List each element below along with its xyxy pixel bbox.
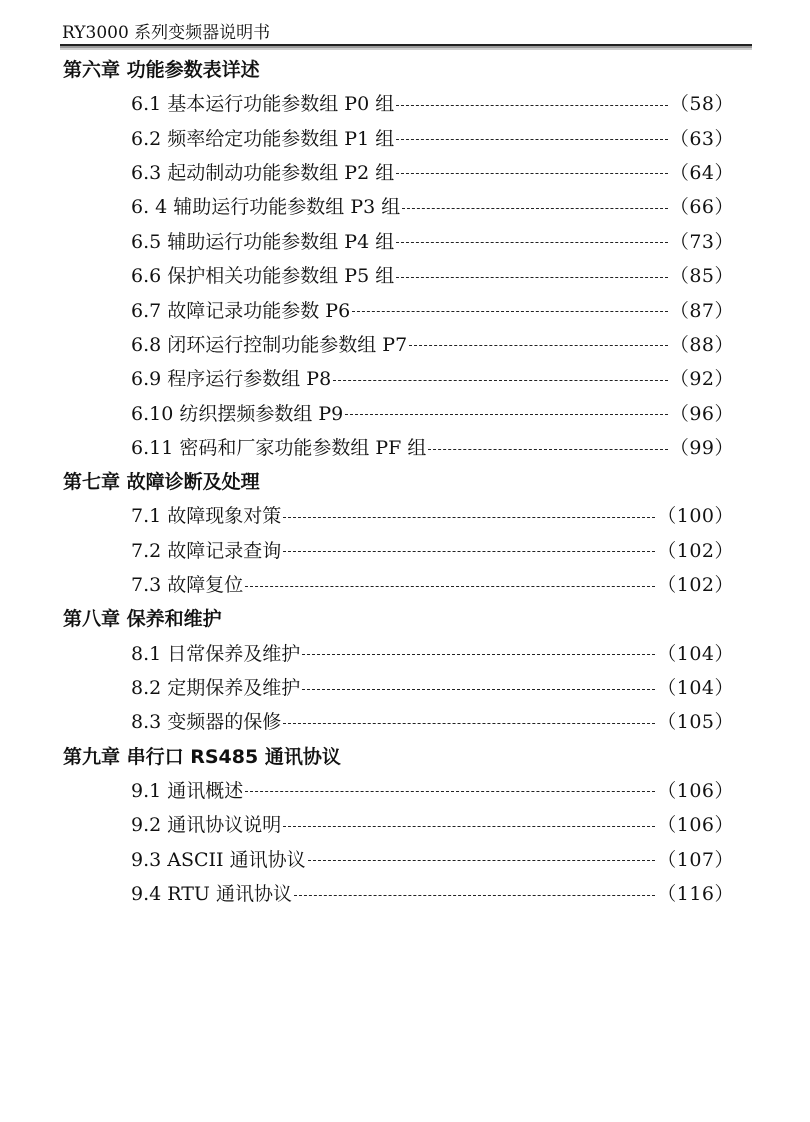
toc-entry[interactable] [131,87,734,121]
toc-entry-label: 9.3 ASCII 通讯协议 [131,848,306,871]
toc-entry[interactable] [131,259,734,293]
dash-leader [283,826,655,827]
dash-leader [294,895,655,896]
chapter-heading: 第九章 串行口 RS485 通讯协议 [63,745,341,768]
header-rule [60,44,752,46]
toc-entry-label: 6.9 程序运行参数组 P8 [131,368,332,391]
toc-entry-label: 9.1 通讯概述 [131,779,244,802]
toc-entry[interactable] [131,877,734,911]
toc-entry-label: 7.3 故障复位 [131,574,244,597]
toc-entry[interactable] [131,121,734,155]
toc-entry-label: 9.2 通讯协议说明 [131,814,282,837]
toc-entry-label: 8.2 定期保养及维护 [131,677,301,700]
chapter-heading: 第八章 保养和维护 [63,608,222,631]
toc-entry[interactable] [131,774,734,808]
toc-entry-page: （104） [657,642,734,665]
toc-entry-page: （96） [669,402,734,425]
toc-entry-page: （99） [669,437,734,460]
dash-leader [396,105,668,106]
table-of-contents [0,53,810,911]
dash-leader [345,414,668,415]
toc-entry-page: （88） [669,333,734,356]
chapter-heading: 第七章 故障诊断及处理 [63,471,260,494]
toc-entry-label: 7.2 故障记录查询 [131,539,282,562]
toc-entry-label: 8.1 日常保养及维护 [131,642,301,665]
toc-entry[interactable] [131,568,734,602]
toc-entry[interactable] [131,156,734,190]
dash-leader [428,449,667,450]
dash-leader [396,139,668,140]
toc-entry-page: （102） [657,539,734,562]
toc-entry[interactable] [131,671,734,705]
dash-leader [396,277,668,278]
toc-entry[interactable] [131,397,734,431]
toc-entry-page: （63） [669,127,734,150]
toc-entry-label: 6.8 闭环运行控制功能参数组 P7 [131,333,408,356]
toc-entry[interactable] [131,225,734,259]
toc-entry-page: （58） [669,93,734,116]
toc-entry-label: 6.7 故障记录功能参数 P6 [131,299,351,322]
dash-leader [396,242,668,243]
toc-entry-label: 9.4 RTU 通讯协议 [131,883,292,905]
dash-leader [245,791,655,792]
toc-entry-page: （87） [669,299,734,322]
toc-entry-label: 6.3 起动制动功能参数组 P2 组 [131,161,395,184]
toc-entry-page: （104） [657,677,734,700]
toc-entry-label: 7.1 故障现象对策 [131,505,282,528]
toc-entry-page: （100） [657,505,734,528]
toc-entry-label: 8.3 变频器的保修 [131,711,282,734]
toc-entry-page: （92） [669,368,734,391]
toc-entry-page: （105） [657,711,734,734]
dash-leader [283,723,655,724]
toc-entry[interactable] [131,636,734,670]
dash-leader [283,517,655,518]
toc-entry-page: （116） [657,883,734,905]
toc-entry-label: 6.2 频率给定功能参数组 P1 组 [131,127,395,150]
toc-entry[interactable] [131,293,734,327]
toc-entry-page: （66） [669,196,734,219]
toc-entry-page: （73） [669,230,734,253]
toc-entry[interactable] [131,842,734,876]
toc-entry-label: 6.10 纺织摆频参数组 P9 [131,402,344,425]
toc-entry[interactable] [131,362,734,396]
toc-entry-page: （106） [657,814,734,837]
toc-entry-page: （107） [657,848,734,871]
toc-entry[interactable] [131,808,734,842]
toc-entry[interactable] [131,190,734,224]
toc-entry[interactable] [131,431,734,465]
toc-entry[interactable] [131,499,734,533]
dash-leader [245,586,655,587]
dash-leader [402,208,668,209]
dash-leader [352,311,668,312]
dash-leader [308,860,656,861]
toc-entry[interactable] [131,534,734,568]
toc-entry-label: 6. 4 辅助运行功能参数组 P3 组 [131,196,401,219]
dash-leader [396,173,668,174]
dash-leader [409,345,668,346]
toc-entry-label: 6.11 密码和厂家功能参数组 PF 组 [131,437,427,460]
toc-entry-page: （102） [657,574,734,597]
toc-entry-page: （106） [657,779,734,802]
toc-entry-page: （85） [669,265,734,288]
chapter-heading: 第六章 功能参数表详述 [63,59,260,81]
dash-leader [302,689,655,690]
dash-leader [302,654,655,655]
toc-entry-label: 6.1 基本运行功能参数组 P0 组 [131,93,395,116]
toc-entry-page: （64） [669,161,734,184]
toc-entry[interactable] [131,328,734,362]
dash-leader [283,551,655,552]
toc-entry-label: 6.5 辅助运行功能参数组 P4 组 [131,230,395,253]
document-header: RY3000 系列变频器说明书 [62,23,271,43]
toc-entry[interactable] [131,705,734,739]
dash-leader [333,380,668,381]
toc-entry-label: 6.6 保护相关功能参数组 P5 组 [131,265,395,288]
